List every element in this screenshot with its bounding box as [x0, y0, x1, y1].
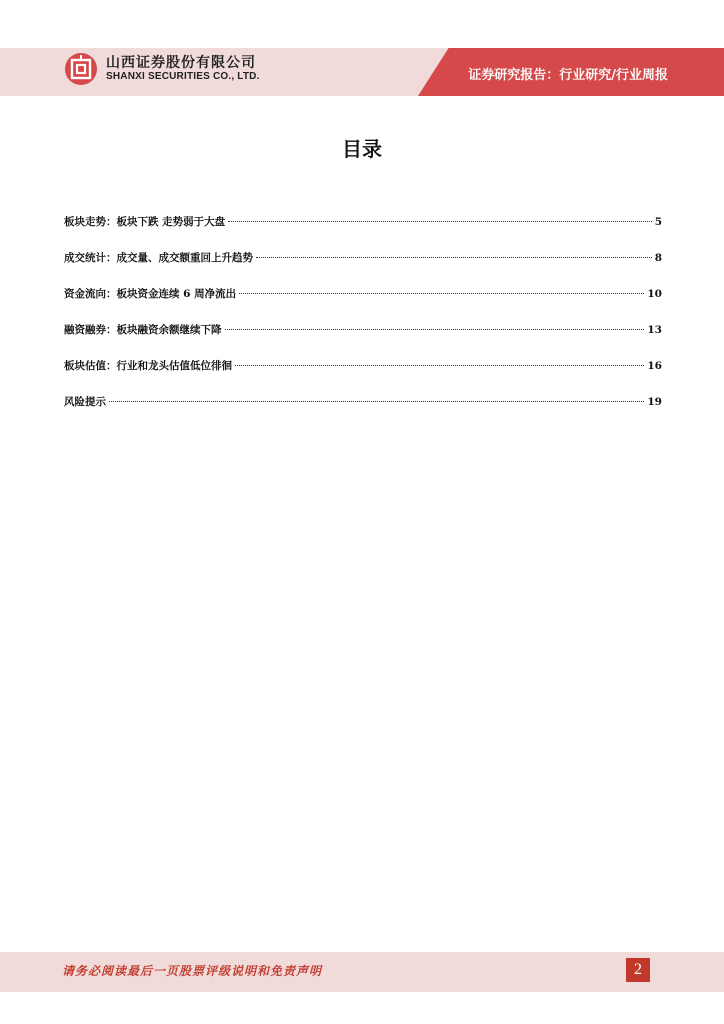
- toc-item-label: 风险提示: [64, 396, 106, 408]
- toc-list: [64, 214, 662, 430]
- toc-item[interactable]: [64, 394, 662, 430]
- toc-item[interactable]: [64, 214, 662, 250]
- toc-leader-dots: [235, 365, 644, 366]
- toc-item-label: 成交统计：成交量、成交额重回上升趋势: [64, 252, 253, 264]
- toc-item[interactable]: [64, 358, 662, 394]
- toc-item-page: 19: [647, 396, 662, 408]
- toc-item-page: 8: [654, 252, 662, 264]
- toc-leader-dots: [256, 257, 652, 258]
- toc-item-page: 16: [647, 360, 662, 372]
- toc-item-label: 资金流向：板块资金连续 6 周净流出: [64, 288, 237, 300]
- toc-leader-dots: [225, 329, 645, 330]
- company-name-en: SHANXI SECURITIES CO., LTD.: [106, 71, 260, 82]
- shanxi-securities-logo-icon: [64, 52, 98, 86]
- toc-leader-dots: [109, 401, 644, 402]
- toc-item[interactable]: [64, 286, 662, 322]
- toc-leader-dots: [228, 221, 652, 222]
- toc-item-page: 13: [647, 324, 662, 336]
- page-number: 2: [626, 958, 650, 982]
- report-type: 证券研究报告：行业研究/行业周报: [468, 68, 668, 83]
- toc-item-label: 板块估值：行业和龙头估值低位徘徊: [64, 360, 232, 372]
- toc-title: 目录: [342, 137, 382, 161]
- footer-disclaimer: 请务必阅读最后一页股票评级说明和免责声明: [62, 964, 323, 978]
- toc-item-page: 10: [647, 288, 662, 300]
- toc-item[interactable]: [64, 250, 662, 286]
- toc-item[interactable]: [64, 322, 662, 358]
- toc-item-label: 板块走势：板块下跌 走势弱于大盘: [64, 216, 226, 228]
- toc-item-label: 融资融券：板块融资余额继续下降: [64, 324, 222, 336]
- toc-item-page: 5: [654, 216, 662, 228]
- toc-leader-dots: [239, 293, 644, 294]
- company-name-cn: 山西证券股份有限公司: [106, 55, 256, 71]
